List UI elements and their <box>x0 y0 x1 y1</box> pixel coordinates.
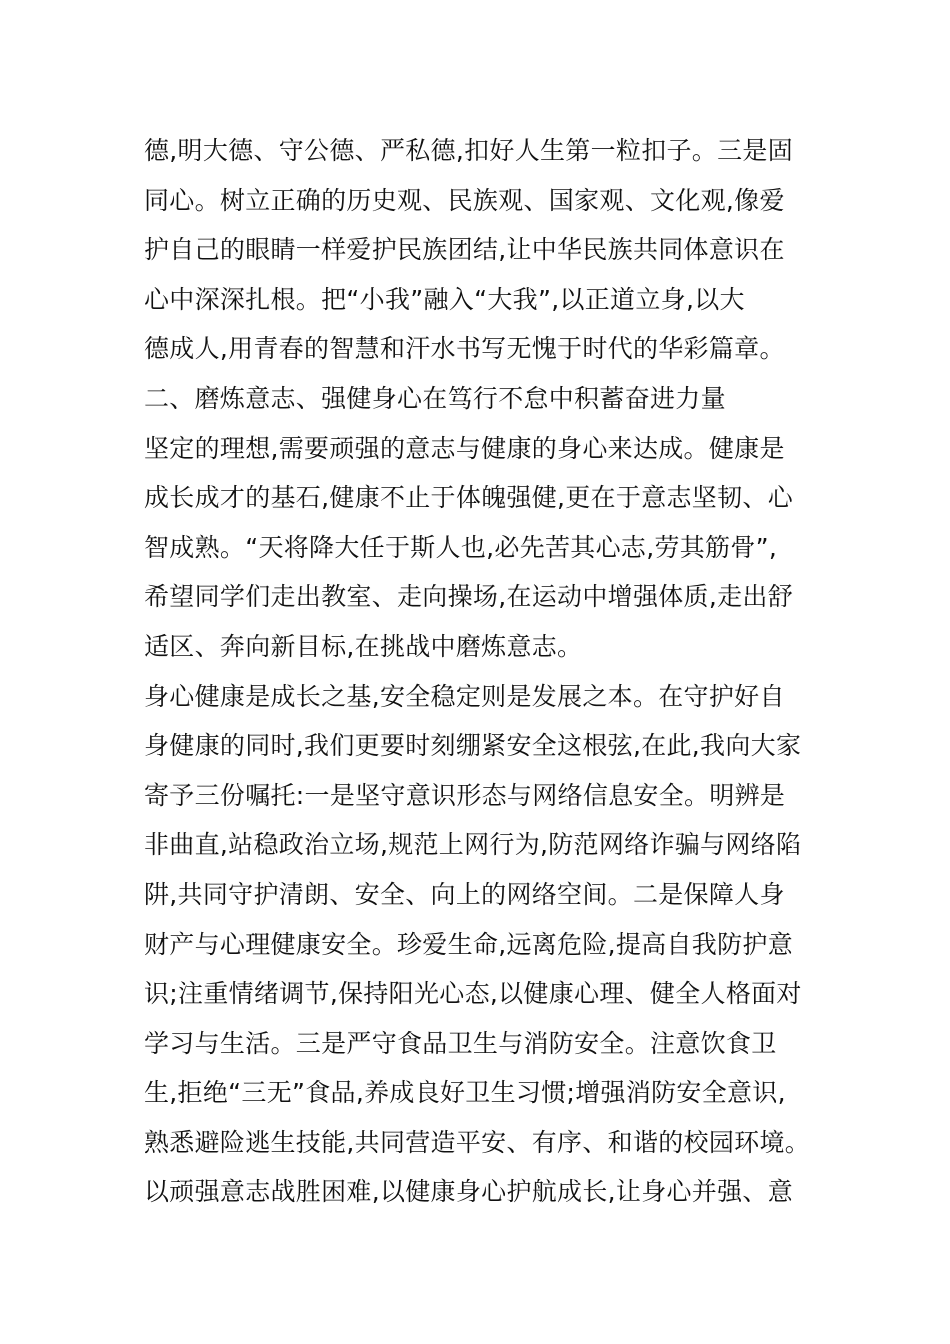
text-line: 以顽强意志战胜困难,以健康身心护航成长,让身心并强、意 <box>144 1177 793 1207</box>
section-heading: 二、磨炼意志、强健身心在笃行不怠中积蓄奋进力量 <box>144 383 726 413</box>
text-line: 阱,共同守护清朗、安全、向上的网络空间。二是保障人身 <box>144 879 785 909</box>
text-line: 希望同学们走出教室、走向操场,在运动中增强体质,走出舒 <box>144 582 793 612</box>
text-line: 生,拒绝“三无”食品,养成良好卫生习惯;增强消防安全意识, <box>144 1078 786 1108</box>
text-line: 适区、奔向新目标,在挑战中磨炼意志。 <box>144 631 583 661</box>
text-line: 成长成才的基石,健康不止于体魄强健,更在于意志坚韧、心 <box>144 483 793 513</box>
text-line: 智成熟。“天将降大任于斯人也,必先苦其心志,劳其筋骨”, <box>144 532 778 562</box>
text-line: 学习与生活。三是严守食品卫生与消防安全。注意饮食卫 <box>144 1028 777 1058</box>
text-line: 识;注重情绪调节,保持阳光心态,以健康心理、健全人格面对 <box>144 979 802 1009</box>
text-line: 身健康的同时,我们更要时刻绷紧安全这根弦,在此,我向大家 <box>144 731 802 761</box>
body-text <box>144 126 824 1217</box>
text-line: 心中深深扎根。把“小我”融入“大我”,以正道立身,以大 <box>144 284 745 314</box>
text-line: 熟悉避险逃生技能,共同营造平安、有序、和谐的校园环境。 <box>144 1127 811 1157</box>
text-line: 寄予三份嘱托:一是坚守意识形态与网络信息安全。明辨是 <box>144 780 786 810</box>
text-line: 德成人,用青春的智慧和汗水书写无愧于时代的华彩篇章。 <box>144 334 785 364</box>
text-line: 财产与心理健康安全。珍爱生命,远离危险,提高自我防护意 <box>144 929 793 959</box>
text-line: 身心健康是成长之基,安全稳定则是发展之本。在守护好自 <box>144 681 785 711</box>
text-line: 护自己的眼睛一样爱护民族团结,让中华民族共同体意识在 <box>144 235 785 265</box>
text-line: 德,明大德、守公德、严私德,扣好人生第一粒扣子。三是固 <box>144 136 793 165</box>
text-line: 非曲直,站稳政治立场,规范上网行为,防范网络诈骗与网络陷 <box>144 830 802 860</box>
text-line: 坚定的理想,需要顽强的意志与健康的身心来达成。健康是 <box>144 433 785 463</box>
text-line: 同心。树立正确的历史观、民族观、国家观、文化观,像爱 <box>144 185 785 215</box>
